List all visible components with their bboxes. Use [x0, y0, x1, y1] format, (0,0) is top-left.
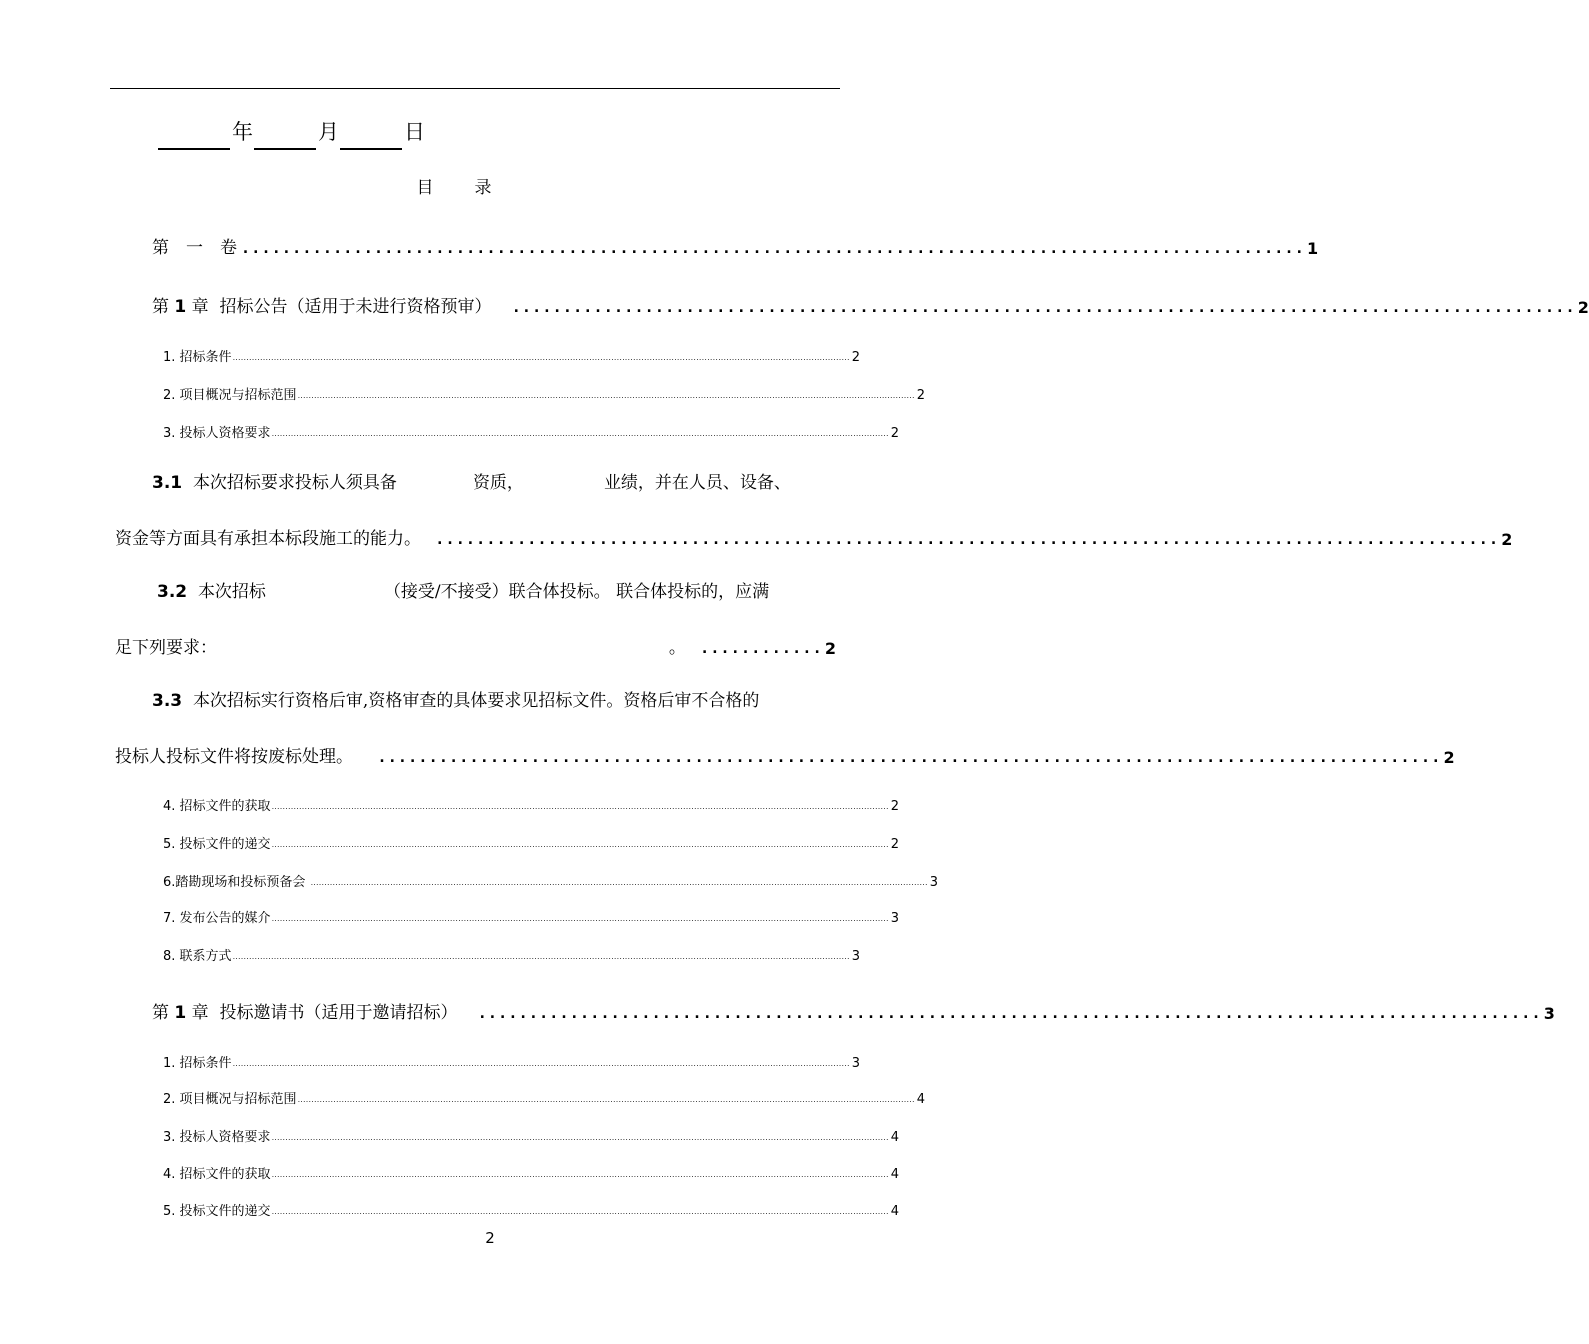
- toc-entry[interactable]: 2. 项目概况与招标范围 ................................................................................................................................................................................................................................. 4: [163, 1092, 926, 1107]
- toc-entry[interactable]: 1. 招标条件 ................................................................................................................................................................................................................................. 3: [163, 1056, 861, 1071]
- dot-leader: ........................................................................................................: [241, 239, 1305, 257]
- toc-entry[interactable]: 5. 投标文件的递交 ................................................................................................................................................................................................................................. 4: [163, 1204, 900, 1219]
- toc-entry[interactable]: 6.踏勘现场和投标预备会 ................................................................................................................................................................................................................................. 3: [163, 875, 939, 890]
- toc-entry-label: 第 1 章 投标邀请书（适用于邀请招标）: [152, 1003, 458, 1023]
- toc-entry[interactable]: 8. 联系方式 ................................................................................................................................................................................................................................. 3: [163, 949, 861, 964]
- header-rule: [110, 88, 840, 89]
- dot-leader: .................................................................................................................................................................................................................................: [271, 802, 889, 811]
- dot-leader: .................................................................................................................................................................................................................................: [232, 952, 850, 961]
- dot-leader: .................................................................................................................................................................................................................................: [271, 1207, 889, 1216]
- toc-entry-page: 3: [1543, 1003, 1555, 1023]
- month-label: 月: [318, 120, 339, 144]
- toc-entry-3-2[interactable]: 足下列要求： 。 ............ 2: [115, 638, 836, 658]
- toc-paragraph-3-3-line-1: 3.3 本次招标实行资格后审,资格审查的具体要求见招标文件。资格后审不合格的: [152, 691, 760, 711]
- toc-entry-3-3[interactable]: 投标人投标文件将按废标处理。 ........................................................................................................ 2: [115, 747, 1455, 767]
- day-blank: [340, 148, 402, 150]
- toc-entry-page: 2: [1577, 297, 1589, 317]
- dot-leader: .................................................................................................................................................................................................................................: [271, 840, 889, 849]
- dot-leader: .................................................................................................................................................................................................................................: [271, 1133, 889, 1142]
- toc-paragraph-3-2-line-1: 3.2 本次招标 （接受/不接受）联合体投标。 联合体投标的，应满: [157, 582, 770, 602]
- dot-leader: ........................................................................................................: [425, 530, 1500, 548]
- toc-entry-page: 1: [1307, 238, 1319, 258]
- toc-entry-3-1[interactable]: 资金等方面具有承担本标段施工的能力。 ........................................................................................................ 2: [115, 529, 1513, 549]
- dot-leader: .................................................................................................................................................................................................................................: [271, 429, 889, 438]
- toc-entry[interactable]: 2. 项目概况与招标范围 ................................................................................................................................................................................................................................. 2: [163, 388, 926, 403]
- dot-leader: ........................................................................................................: [357, 748, 1442, 766]
- toc-title: 目 录: [416, 178, 504, 198]
- dot-leader: .................................................................................................................................................................................................................................: [310, 878, 928, 887]
- toc-entry-chapter-1-notice[interactable]: [152, 289, 1589, 317]
- dot-leader: ........................................................................................................: [477, 1004, 1542, 1022]
- toc-entry[interactable]: 7. 发布公告的媒介 ................................................................................................................................................................................................................................. 3: [163, 911, 900, 926]
- page-number: 2: [485, 1229, 495, 1247]
- dot-leader: .................................................................................................................................................................................................................................: [297, 391, 915, 400]
- dot-leader: .................................................................................................................................................................................................................................: [271, 914, 889, 923]
- toc-entry[interactable]: 3. 投标人资格要求 ................................................................................................................................................................................................................................. 4: [163, 1130, 900, 1145]
- dot-leader: ............: [689, 639, 823, 657]
- toc-entry[interactable]: 3. 投标人资格要求 ................................................................................................................................................................................................................................. 2: [163, 426, 900, 441]
- dot-leader: .................................................................................................................................................................................................................................: [232, 353, 850, 362]
- toc-entry-label: 第 1 章 招标公告（适用于未进行资格预审）: [152, 297, 492, 317]
- dot-leader: .................................................................................................................................................................................................................................: [297, 1095, 915, 1104]
- dot-leader: .................................................................................................................................................................................................................................: [271, 1170, 889, 1179]
- toc-entry-chapter-1-invitation[interactable]: [152, 995, 1555, 1023]
- toc-entry[interactable]: 1. 招标条件 ................................................................................................................................................................................................................................. 2: [163, 350, 861, 365]
- year-label: 年: [232, 120, 253, 144]
- toc-paragraph-3-1-line-1: 3.1 本次招标要求投标人须具备 资质， 业绩，并在人员、设备、: [152, 473, 791, 493]
- month-blank: [254, 148, 316, 150]
- toc-entry[interactable]: 4. 招标文件的获取 ................................................................................................................................................................................................................................. 4: [163, 1167, 900, 1182]
- dot-leader: .................................................................................................................................................................................................................................: [232, 1059, 850, 1068]
- toc-entry-label: 第 一 卷: [152, 238, 237, 258]
- toc-entry[interactable]: 4. 招标文件的获取 ................................................................................................................................................................................................................................. 2: [163, 799, 900, 814]
- toc-entry-volume-1[interactable]: [152, 230, 1319, 258]
- year-blank: [158, 148, 230, 150]
- toc-entry[interactable]: 5. 投标文件的递交 ................................................................................................................................................................................................................................. 2: [163, 837, 900, 852]
- day-label: 日: [404, 120, 425, 144]
- dot-leader: ........................................................................................................: [511, 298, 1576, 316]
